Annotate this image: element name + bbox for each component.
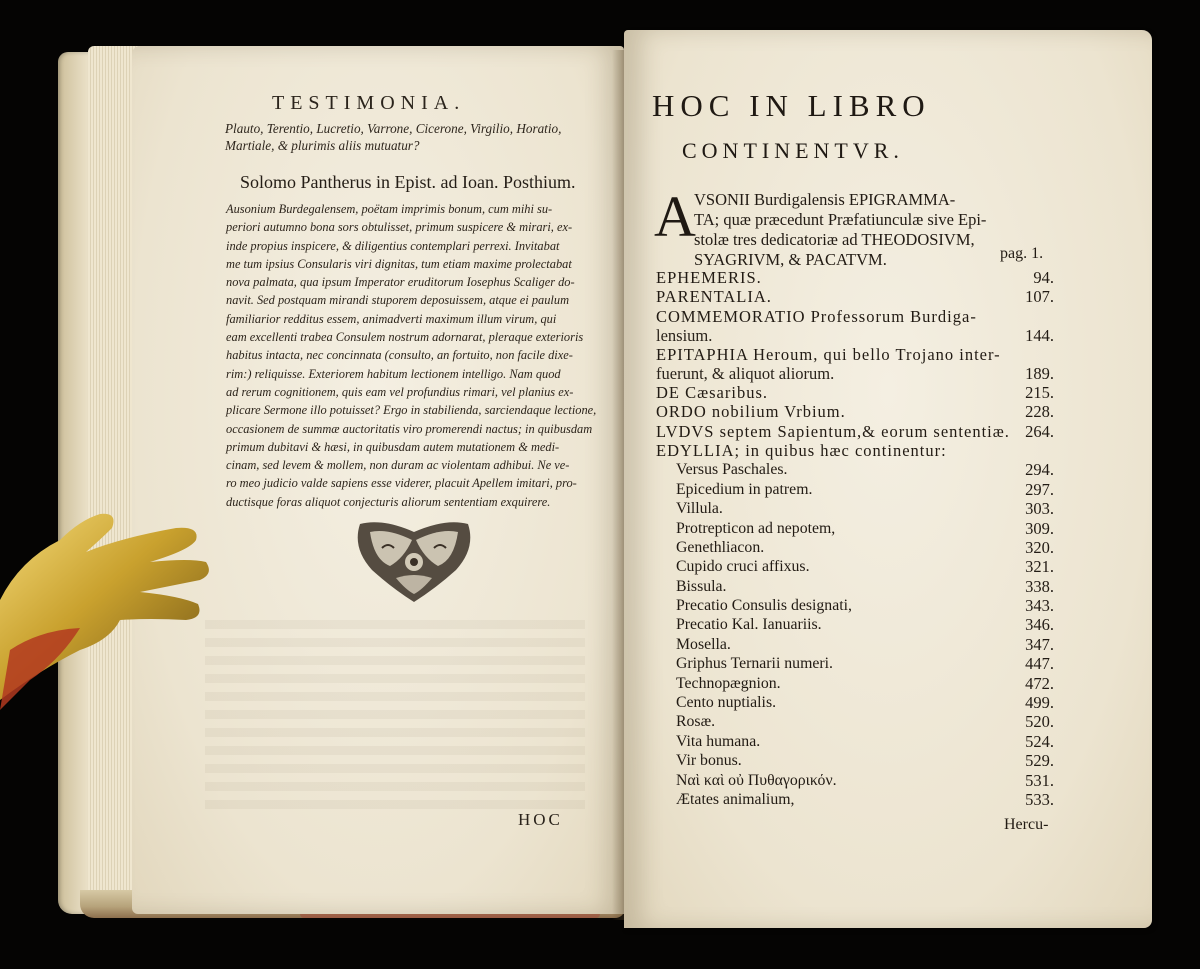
letter-line: plicare Sermone illo potuisset? Ergo in stabilienda, sarciendaque lectione,	[226, 403, 597, 418]
entry-title: EDYLLIA; in quibus hæc continentur:	[656, 440, 947, 460]
entry-page-number: 533.	[1025, 789, 1054, 809]
contents-entry	[656, 519, 1056, 538]
entry-title: Mosella.	[676, 635, 731, 653]
contents-entry	[656, 422, 1056, 441]
contents-entry	[656, 654, 1056, 673]
contents-entry	[656, 460, 1056, 479]
entry-page-number: 472.	[1025, 673, 1054, 693]
entry-title: Ætates animalium,	[676, 790, 795, 808]
contents-entry	[656, 751, 1056, 770]
contents-entry	[656, 383, 1056, 402]
contents-list	[656, 268, 1056, 809]
entry-title: EPHEMERIS.	[656, 268, 762, 287]
running-head: TESTIMONIA.	[272, 92, 466, 114]
contents-title: HOC IN LIBRO	[652, 88, 931, 123]
entry-title: Versus Paschales.	[676, 461, 788, 479]
contents-entry	[656, 268, 1056, 287]
contents-entry	[656, 557, 1056, 576]
contents-entry	[656, 345, 1056, 383]
letter-line: rim:) reliquisse. Exteriorem habitum lectionem intelligo. Nam quod	[226, 366, 561, 381]
intro-line: stolæ tres dedicatoriæ ad THEODOSIVM,	[694, 230, 975, 249]
entry-page-number: 338.	[1025, 576, 1054, 596]
contents-entry	[656, 577, 1056, 596]
entry-page-number: 531.	[1025, 770, 1054, 790]
letter-line: me tum ipsius Consularis viri dignitas, tum etiam maxime prolectabat	[226, 256, 572, 271]
contents-entry	[656, 712, 1056, 731]
intro-line: VSONII Burdigalensis EPIGRAMMA-	[694, 190, 956, 209]
entry-title: Vir bonus.	[676, 752, 742, 770]
letter-line: navit. Sed postquam mirandi stuporem deposuissem, atque ei paulum	[226, 293, 570, 308]
entry-page-number: 264.	[1025, 421, 1054, 441]
entry-page-number: 499.	[1025, 693, 1054, 713]
contents-entry	[656, 790, 1056, 809]
letter-line: primum dubitavi & hæsi, in quibusdam autem mutationem & medi-	[226, 439, 560, 454]
entry-title: Protrepticon ad nepotem,	[676, 519, 836, 537]
entry-title: Genethliacon.	[676, 538, 765, 556]
entry-title: Vita humana.	[676, 732, 761, 750]
entry-page-number: 520.	[1025, 712, 1054, 732]
entry-page-number: 303.	[1025, 499, 1054, 519]
letter-line: familiarior redditus essem, animadverti maximum illum virum, qui	[226, 311, 557, 326]
brass-hand-page-holder	[0, 500, 220, 730]
entry-title: Cento nuptialis.	[676, 694, 777, 712]
show-through-text	[205, 620, 585, 810]
entry-page-number: 447.	[1025, 654, 1054, 674]
entry-page-number: 94.	[1033, 268, 1054, 287]
intro-line: Plauto, Terentio, Lucretio, Varrone, Cicerone, Virgilio, Horatio,	[225, 121, 562, 136]
catchword-right: Hercu-	[1004, 816, 1049, 833]
printers-ornament	[352, 518, 476, 604]
entry-page-number: 347.	[1025, 634, 1054, 654]
contents-entry	[656, 771, 1056, 790]
intro-page-number: pag. 1.	[1000, 245, 1044, 262]
entry-title: Rosæ.	[676, 713, 716, 731]
contents-entry	[656, 596, 1056, 615]
letter-line: eam excellenti trabea Consulem nostrum adornarat, pleraque exterioris	[226, 330, 584, 345]
entry-page-number: 309.	[1025, 518, 1054, 538]
contents-entry	[656, 441, 1056, 460]
entry-title-continued: lensium.	[656, 325, 713, 345]
contents-entry	[656, 402, 1056, 421]
contents-entry	[656, 287, 1056, 306]
letter-line: cinam, sed levem & mollem, non duram ac violentam adhibui. Ne ve-	[226, 458, 570, 473]
contents-entry	[656, 499, 1056, 518]
catchword-left: HOC	[518, 810, 563, 829]
entry-title: PARENTALIA.	[656, 287, 772, 307]
letter-line: occasionem de summæ auctoritatis viro promerendi nactus; in quibusdam	[226, 421, 593, 436]
entry-title: Villula.	[676, 500, 723, 518]
entry-page-number: 529.	[1025, 751, 1054, 771]
contents-entry	[656, 693, 1056, 712]
entry-title: Technopægnion.	[676, 674, 781, 692]
entry-title: Epicedium in patrem.	[676, 480, 813, 498]
entry-title: Precatio Kal. Ianuariis.	[676, 616, 822, 634]
entry-title: COMMEMORATIO Professorum Burdiga-	[656, 306, 977, 326]
contents-entry	[656, 732, 1056, 751]
entry-title: Cupido cruci affixus.	[676, 558, 810, 576]
letter-heading: Solomo Pantherus in Epist. ad Ioan. Posthium.	[240, 172, 576, 192]
entry-page-number: 346.	[1025, 615, 1054, 635]
contents-subtitle: CONTINENTVR.	[682, 138, 904, 163]
entry-title: LVDVS septem Sapientum,& eorum sententiæ.	[656, 421, 1010, 441]
entry-title: Ναὶ καὶ οὐ Πυθαγορικόν.	[676, 771, 837, 789]
letter-line: periori autumno bona sors obtulisset, primum suspicere & mirari, ex-	[226, 220, 573, 235]
letter-line: nova palmata, qua ipsum Imperator eruditorum Iosephus Scaliger do-	[226, 275, 575, 290]
entry-page-number: 228.	[1025, 402, 1054, 422]
letter-line: ductisque foras aliquot conjecturis aliorum sententiam exquirere.	[226, 494, 551, 509]
entry-page-number: 320.	[1025, 537, 1054, 557]
entry-page-number: 524.	[1025, 731, 1054, 751]
letter-body	[226, 200, 596, 511]
letter-line: Ausonium Burdegalensem, poëtam imprimis bonum, cum mihi su-	[226, 202, 553, 216]
contents-entry	[656, 538, 1056, 557]
contents-entry	[656, 635, 1056, 654]
entry-page-number: 297.	[1025, 479, 1054, 499]
entry-page-number: 215.	[1025, 382, 1054, 402]
entry-title: Precatio Consulis designati,	[676, 597, 852, 615]
intro-line: Martiale, & plurimis aliis mutuatur?	[225, 138, 420, 153]
entry-title: Griphus Ternarii numeri.	[676, 655, 833, 673]
letter-line: habitus intacta, nec concinnata (consulto, an fortuito, non facile dixe-	[226, 348, 573, 363]
drop-cap: A	[654, 184, 696, 249]
entry-page-number: 343.	[1025, 596, 1054, 616]
contents-entry	[656, 674, 1056, 693]
entry-title-continued: fuerunt, & aliquot aliorum.	[656, 363, 835, 383]
entry-title: DE Cæsaribus.	[656, 382, 768, 402]
entry-page-number: 294.	[1025, 460, 1054, 480]
contents-entry	[656, 480, 1056, 499]
intro-line: SYAGRIVM, & PACATVM.	[694, 250, 887, 269]
letter-line: ro meo judicio valde sapiens esse viderer, placuit Apellem imitari, pro-	[226, 476, 577, 491]
letter-line: inde propius inspicere, & diligentius contemplari perrexi. Invitabat	[226, 238, 560, 253]
entry-page-number: 189.	[1025, 363, 1054, 383]
entry-page-number: 144.	[1025, 325, 1054, 345]
intro-line: TA; quæ præcedunt Præfatiunculæ sive Epi-	[694, 210, 987, 229]
entry-title: Bissula.	[676, 577, 727, 595]
entry-page-number: 107.	[1025, 287, 1054, 307]
contents-entry	[656, 615, 1056, 634]
entry-page-number: 321.	[1025, 557, 1054, 577]
contents-entry	[656, 307, 1056, 345]
entry-title: ORDO nobilium Vrbium.	[656, 402, 846, 422]
letter-line: ad rerum cognitionem, quis eam vel profundius rimari, vel planius ex-	[226, 384, 574, 399]
entry-title: EPITAPHIA Heroum, qui bello Trojano inter-	[656, 344, 1001, 364]
